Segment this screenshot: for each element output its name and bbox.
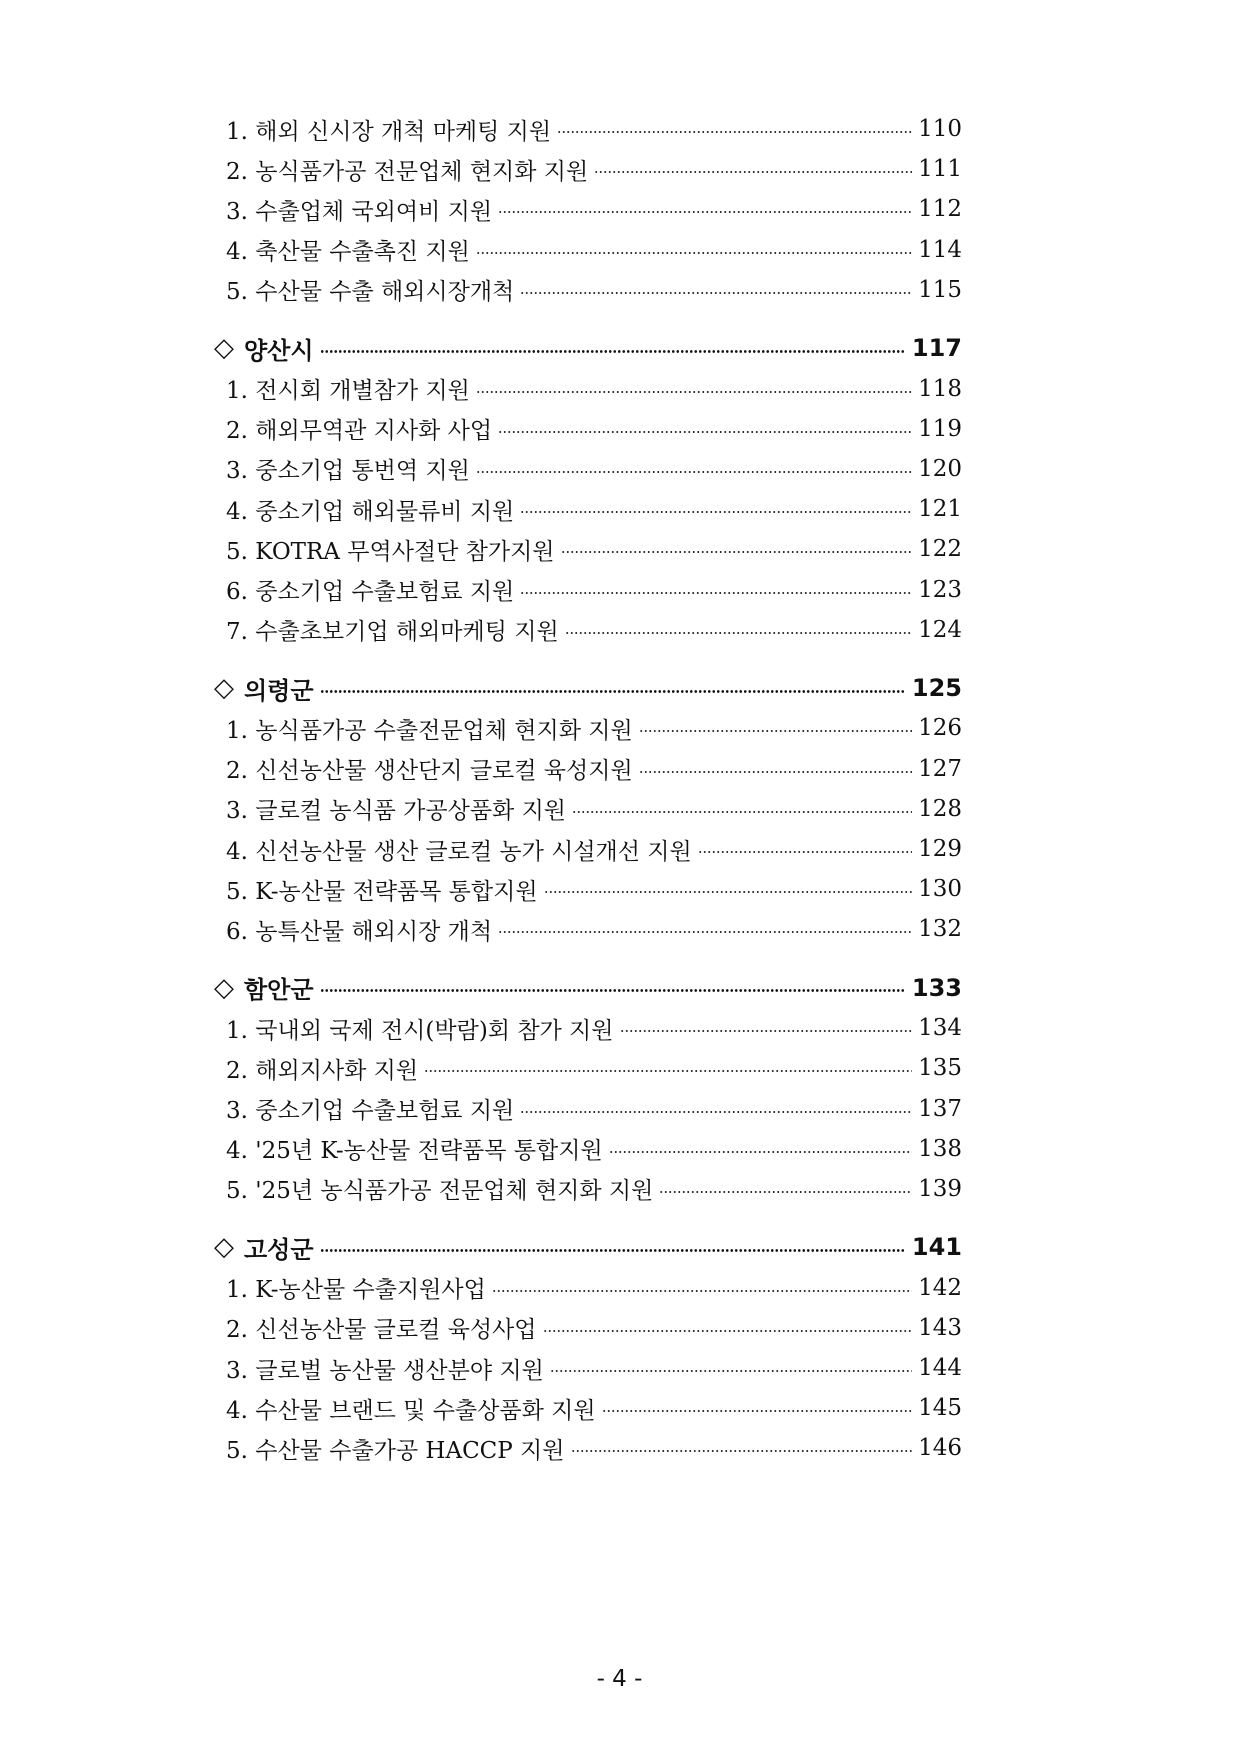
toc-page-number: 145 [918,1395,962,1422]
toc-entry [226,832,962,866]
toc-title: 5. 수산물 수출 해외시장개척 [226,279,515,306]
toc-entry [226,112,962,146]
toc-title: 6. 중소기업 수출보험료 지원 [226,579,515,605]
dot-leader [557,131,912,133]
toc-page-number: 146 [918,1435,962,1462]
toc-page-number: 127 [918,755,962,782]
dot-leader [639,771,912,773]
dot-leader [543,1330,913,1332]
dot-leader [639,730,912,732]
dot-leader [565,632,912,634]
dot-leader [476,252,912,254]
toc-section [214,331,962,365]
toc-title: 3. 수출업체 국외여비 지원 [226,198,493,225]
toc-entry [226,792,962,826]
toc-page-number: 121 [918,496,962,523]
toc-page-number: 125 [911,674,962,703]
dot-leader [698,851,912,853]
toc-page-number: 112 [918,196,962,223]
toc-title: 3. 글로컬 농식품 가공상품화 지원 [226,798,567,825]
dot-leader [498,211,912,213]
toc-entry [226,1092,962,1126]
toc-entry [226,1172,962,1206]
toc-page-number: 114 [918,236,962,263]
toc-page-number: 130 [918,876,962,903]
toc-entry [226,1431,962,1465]
dot-leader [561,551,913,553]
toc-entry [226,1351,962,1385]
toc-title: 4. 축산물 수출촉진 지원 [226,239,470,266]
dot-leader [320,989,906,992]
toc-entry [226,532,962,566]
toc-entry [226,452,962,486]
toc-title: 3. 중소기업 통번역 지원 [226,458,470,485]
dot-leader [492,1290,912,1292]
toc-title: 1. 농식품가공 수출전문업체 현지화 지원 [226,717,633,744]
toc-title: 1. 국내외 국제 전시(박람)회 참가 지원 [226,1017,614,1044]
dot-leader [520,592,912,594]
toc-title: 의령군 [244,676,314,705]
toc-entry [226,1311,962,1345]
toc-page-number: 123 [918,576,962,603]
toc-title: 양산시 [244,336,314,365]
toc-title: 5. KOTRA 무역사절단 참가지원 [226,538,555,565]
dot-leader [520,511,912,513]
toc-section [214,671,962,705]
toc-title: 함안군 [244,976,314,1005]
toc-title: 6. 농특산물 해외시장 개척 [226,918,493,945]
toc-entry [226,1051,962,1085]
diamond-icon: ◇ [214,972,234,1003]
toc-page-number: 144 [918,1355,962,1381]
toc-entry [226,912,962,946]
dot-leader [659,1191,912,1193]
toc-title: 4. 신선농산물 생산 글로컬 농가 시설개선 지원 [226,838,692,865]
toc-page-number: 134 [918,1015,962,1042]
toc-title: 4. 중소기업 해외물류비 지원 [226,498,515,525]
toc-page-number: 143 [918,1314,962,1341]
toc-page-number: 124 [918,616,962,643]
toc-title: 4. 수산물 브랜드 및 수출상품화 지원 [226,1397,596,1424]
toc-title: 1. K-농산물 수출지원사업 [226,1277,486,1304]
toc-page-number: 119 [918,415,962,442]
dot-leader [544,891,913,893]
dot-leader [476,471,912,473]
dot-leader [520,292,912,294]
toc-title: 2. 신선농산물 생산단지 글로컬 육성지원 [226,758,633,785]
dot-leader [620,1030,913,1032]
dot-leader [550,1370,912,1372]
toc-page-number: 129 [918,836,962,862]
toc-title: 고성군 [244,1235,314,1264]
toc-title: 2. 해외지사화 지원 [226,1057,419,1084]
toc-entry [226,412,962,446]
toc-entry [226,492,962,526]
toc-title: 2. 농식품가공 전문업체 현지화 지원 [226,158,589,185]
toc-title: 7. 수출초보기업 해외마케팅 지원 [226,619,559,646]
toc-page-number: 120 [918,455,962,482]
toc-section [214,1230,962,1264]
toc-title: 2. 신선농산물 글로컬 육성사업 [226,1317,537,1344]
toc-page-number: 111 [918,156,962,183]
toc-entry [226,613,962,647]
toc-page-number: 115 [918,276,962,303]
toc-entry [226,1271,962,1305]
toc-title: 1. 전시회 개별참가 지원 [226,378,470,404]
toc-page-number: 118 [918,375,962,402]
page-number: - 4 - [596,1666,643,1692]
toc-entry [226,1132,962,1166]
dot-leader [572,811,912,813]
toc-entry [226,711,962,745]
dot-leader [602,1410,913,1412]
toc-entry [226,152,962,186]
dot-leader [609,1151,912,1153]
toc-page-number: 133 [911,973,962,1002]
toc-section [214,971,962,1005]
toc-page-number: 128 [918,795,962,822]
dot-leader [571,1450,913,1452]
toc-page-number: 142 [918,1274,962,1301]
toc-entry [226,233,962,267]
toc-page-number: 141 [911,1233,962,1262]
toc-entry [226,1391,962,1425]
dot-leader [424,1070,912,1072]
dot-leader [476,391,912,393]
toc-entry [226,192,962,226]
diamond-icon: ◇ [214,333,234,364]
toc-title: 3. 글로벌 농산물 생산분야 지원 [226,1357,544,1384]
toc-entry [226,273,962,307]
toc-entry [226,372,962,406]
toc-entry [226,752,962,786]
dot-leader [320,1249,906,1252]
diamond-icon: ◇ [214,1232,234,1263]
toc-title: 5. K-농산물 전략품목 통합지원 [226,878,538,905]
toc-page-number: 132 [918,916,962,943]
diamond-icon: ◇ [214,673,234,704]
dot-leader [594,171,912,173]
toc-title: 2. 해외무역관 지사화 사업 [226,418,493,445]
dot-leader [498,431,912,433]
toc-page-number: 138 [918,1135,962,1162]
toc-page-number: 135 [918,1055,962,1082]
toc-page-number: 117 [911,334,962,363]
toc-page-number: 126 [918,715,962,742]
toc-entry [226,872,962,906]
toc-page-number: 110 [918,116,962,142]
toc-title: 1. 해외 신시장 개척 마케팅 지원 [226,118,552,145]
toc-page-number: 122 [918,536,962,563]
toc-entry [226,1011,962,1045]
toc-page-number: 137 [918,1095,962,1122]
dot-leader [520,1111,912,1113]
dot-leader [320,350,906,353]
toc-title: 4. '25년 K-농산물 전략품목 통합지원 [226,1138,603,1165]
toc-page-number: 139 [918,1175,962,1202]
toc-title: 5. '25년 농식품가공 전문업체 현지화 지원 [226,1178,654,1205]
dot-leader [320,690,906,693]
toc-entry [226,573,962,607]
toc-title: 3. 중소기업 수출보험료 지원 [226,1098,515,1124]
toc-title: 5. 수산물 수출가공 HACCP 지원 [226,1437,565,1464]
dot-leader [498,931,912,933]
